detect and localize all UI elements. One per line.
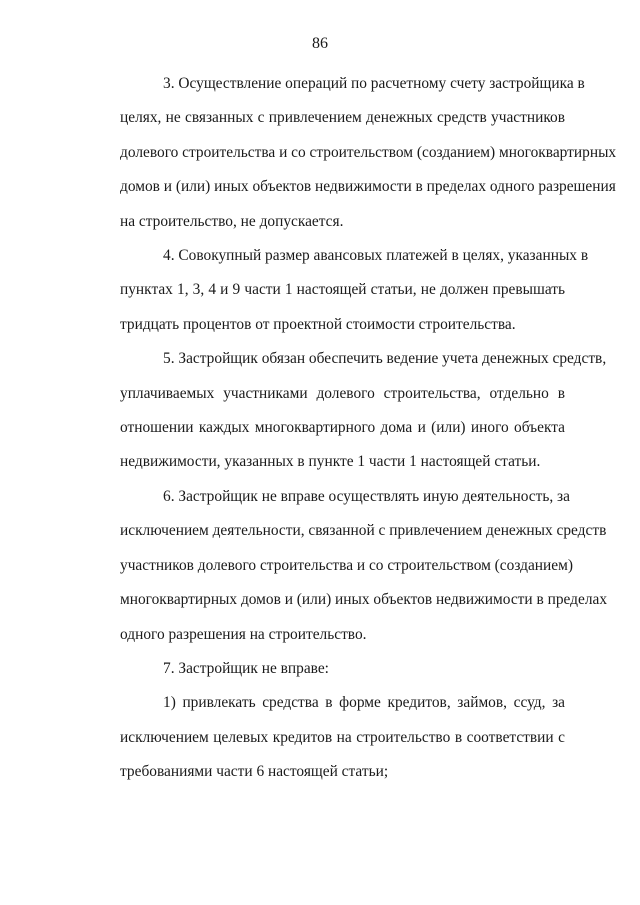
paragraph-6 xyxy=(77,480,608,652)
text-line: одного разрешения на строительство. xyxy=(120,625,367,643)
paragraph-5 xyxy=(77,342,607,480)
text-line: недвижимости, указанных в пункте 1 части 1 настоящей статьи. xyxy=(120,453,541,471)
text-line: 1) привлекать средства в форме кредитов, займов, ссуд, за xyxy=(163,694,565,712)
paragraph-3 xyxy=(77,67,617,239)
text-line: 7. Застройщик не вправе: xyxy=(163,659,329,677)
text-line: 4. Совокупный размер авансовых платежей в целях, указанных в xyxy=(163,247,589,265)
paragraph-4 xyxy=(77,239,589,342)
text-line: исключением целевых кредитов на строительство в соответствии с xyxy=(120,728,565,746)
page-number: 86 xyxy=(312,35,328,52)
text-line: тридцать процентов от проектной стоимости строительства. xyxy=(120,315,516,333)
text-line: на строительство, не допускается. xyxy=(120,212,344,230)
text-line: пунктах 1, 3, 4 и 9 части 1 настоящей статьи, не должен превышать xyxy=(120,281,565,299)
text-line: требованиями части 6 настоящей статьи; xyxy=(120,763,389,781)
text-line: уплачиваемых участниками долевого строительства, отдельно в xyxy=(120,384,565,402)
text-line: многоквартирных домов и (или) иных объектов недвижимости в пределах xyxy=(120,591,608,609)
text-line: участников долевого строительства и со строительством (созданием) xyxy=(120,556,573,574)
document-body xyxy=(77,67,617,790)
text-line: долевого строительства и со строительством (созданием) многоквартирных xyxy=(120,143,617,161)
text-line: 6. Застройщик не вправе осуществлять иную деятельность, за xyxy=(163,487,570,505)
text-line: отношении каждых многоквартирного дома и (или) иного объекта xyxy=(120,419,565,437)
paragraph-7-item-1 xyxy=(77,686,565,789)
paragraph-7 xyxy=(77,652,565,686)
text-line: целях, не связанных с привлечением денежных средств участников xyxy=(120,109,565,127)
text-line: 3. Осуществление операций по расчетному счету застройщика в xyxy=(163,75,585,92)
text-line: домов и (или) иных объектов недвижимости в пределах одного разрешения xyxy=(120,178,616,196)
text-line: исключением деятельности, связанной с привлечением денежных средств xyxy=(120,522,607,540)
text-line: 5. Застройщик обязан обеспечить ведение учета денежных средств, xyxy=(163,350,607,368)
